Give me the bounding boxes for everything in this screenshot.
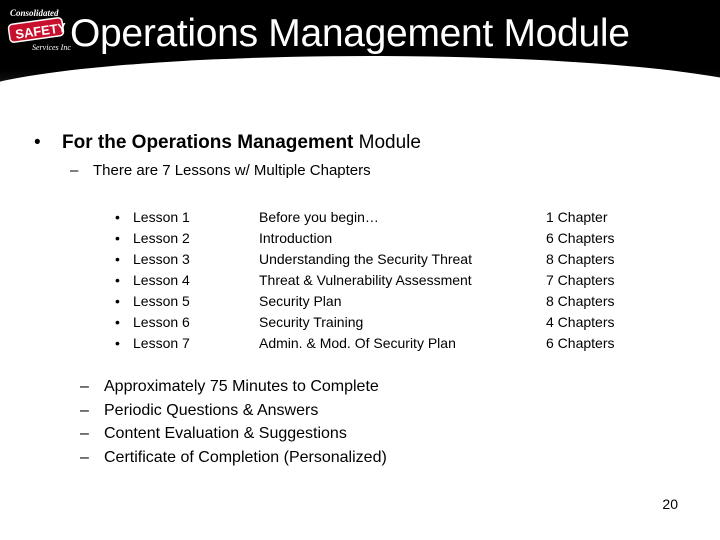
lesson-row (115, 228, 675, 249)
lesson-number: Lesson 5 (133, 293, 190, 309)
lesson-title: Before you begin… (259, 209, 379, 225)
page-title: Operations Management Module (70, 12, 630, 55)
lesson-chapters: 4 Chapters (546, 314, 615, 330)
lesson-chapters: 6 Chapters (546, 335, 615, 351)
logo-top-text: Consolidated (10, 8, 59, 18)
safety-logo-graphic (6, 5, 78, 53)
lessons-table (115, 207, 675, 354)
lesson-chapters: 8 Chapters (546, 251, 615, 267)
header-swoosh (0, 56, 720, 108)
list-item-text: Periodic Questions & Answers (104, 401, 319, 419)
list-item-dash: – (80, 401, 89, 419)
main-bullet-normal: Module (353, 132, 421, 153)
lesson-title: Introduction (259, 230, 333, 246)
lesson-title: Admin. & Mod. Of Security Plan (259, 335, 456, 351)
sub-bullet-dash: – (70, 162, 79, 179)
lesson-bullet: • (115, 272, 120, 288)
lesson-row (115, 207, 675, 228)
lesson-row (115, 270, 675, 291)
lesson-number: Lesson 4 (133, 272, 190, 288)
logo-bottom-text: Services Inc (32, 43, 71, 52)
lesson-chapters: 8 Chapters (546, 293, 615, 309)
lesson-bullet: • (115, 335, 120, 351)
lesson-number: Lesson 3 (133, 251, 190, 267)
sub-bullet-text: There are 7 Lessons w/ Multiple Chapters (93, 162, 371, 179)
logo-middle-text: SAFETY (14, 19, 68, 42)
lesson-chapters: 6 Chapters (546, 230, 615, 246)
lesson-number: Lesson 7 (133, 335, 190, 351)
lesson-row (115, 312, 675, 333)
main-bullet-bold: For the Operations Management (62, 132, 354, 153)
bullet-dot: • (34, 132, 41, 153)
lesson-title: Threat & Vulnerability Assessment (259, 272, 472, 288)
lesson-chapters: 7 Chapters (546, 272, 615, 288)
list-item-text: Content Evaluation & Suggestions (104, 425, 347, 442)
slide-header (0, 0, 720, 108)
list-item-text: Certificate of Completion (Personalized) (104, 448, 387, 466)
main-bullet-text (62, 132, 421, 154)
company-logo (6, 5, 78, 53)
lesson-bullet: • (115, 230, 120, 246)
lesson-number: Lesson 1 (133, 209, 190, 225)
lesson-title: Understanding the Security Threat (259, 251, 472, 267)
lesson-chapters: 1 Chapter (546, 209, 608, 225)
lesson-number: Lesson 6 (133, 314, 190, 330)
lesson-bullet: • (115, 209, 120, 225)
list-item-text: Approximately 75 Minutes to Complete (104, 378, 379, 395)
lesson-bullet: • (115, 314, 120, 330)
lesson-row (115, 249, 675, 270)
list-item-dash: – (80, 448, 89, 466)
lesson-number: Lesson 2 (133, 230, 190, 246)
list-item-dash: – (80, 378, 89, 395)
lesson-bullet: • (115, 251, 120, 267)
page-number: 20 (662, 496, 678, 512)
lesson-title: Security Training (259, 314, 364, 330)
lesson-bullet: • (115, 293, 120, 309)
list-item-dash: – (80, 425, 89, 442)
lesson-row (115, 291, 675, 312)
lesson-row (115, 333, 675, 354)
lesson-title: Security Plan (259, 293, 342, 309)
